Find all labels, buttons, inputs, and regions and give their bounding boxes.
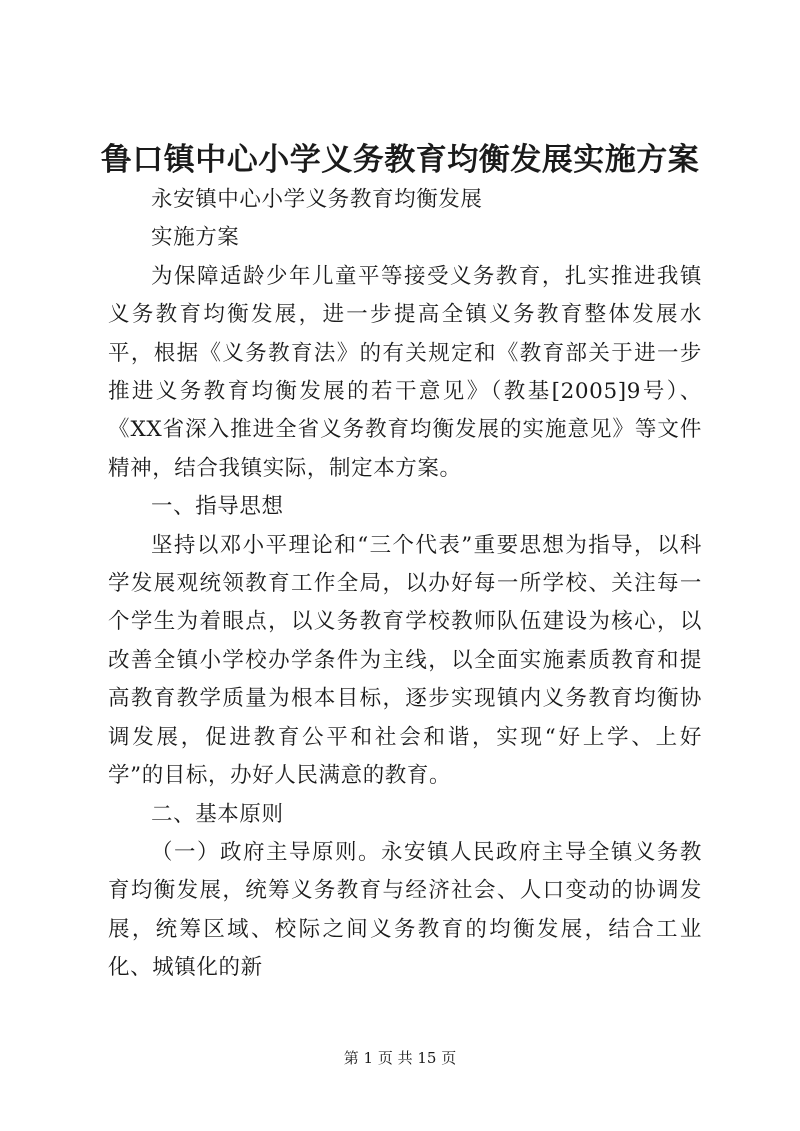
body-paragraph: （一）政府主导原则。永安镇人民政府主导全镇义务教育均衡发展，统筹义务教育与经济社会、人口变动的协调发展，统筹区域、校际之间义务教育的均衡发展，结合工业化、城镇化的新: [108, 839, 702, 981]
document-title: 鲁口镇中心小学义务教育均衡发展实施方案: [100, 142, 700, 178]
subtitle-line: 实施方案: [151, 225, 240, 251]
document-body: [108, 181, 702, 988]
subtitle-line: 永安镇中心小学义务教育均衡发展: [151, 187, 483, 212]
section-heading: 一、指导思想: [151, 494, 284, 520]
body-paragraph: 为保障适龄少年儿童平等接受义务教育，扎实推进我镇义务教育均衡发展，进一步提高全镇义务教育整体发展水平，根据《义务教育法》的有关规定和《教育部关于进一步推进义务教育均衡发展的若干意见》（教基[2005]9号）、《XX省深入推进全省义务教育均衡发展的实施意见》等文件精神，结合我镇实际，制定本方案。: [108, 263, 702, 481]
body-paragraph: 坚持以邓小平理论和“三个代表”重要思想为指导，以科学发展观统领教育工作全局，以办好每一所学校、关注每一个学生为着眼点，以义务教育学校教师队伍建设为核心，以改善全镇小学校办学条件为主线，以全面实施素质教育和提高教育教学质量为根本目标，逐步实现镇内义务教育均衡协调发展，促进教育公平和社会和谐，实现“好上学、上好学”的目标，办好人民满意的教育。: [108, 532, 702, 789]
page-footer: 第 1 页 共 15 页: [343, 1049, 457, 1067]
section-heading: 二、基本原则: [151, 801, 284, 827]
